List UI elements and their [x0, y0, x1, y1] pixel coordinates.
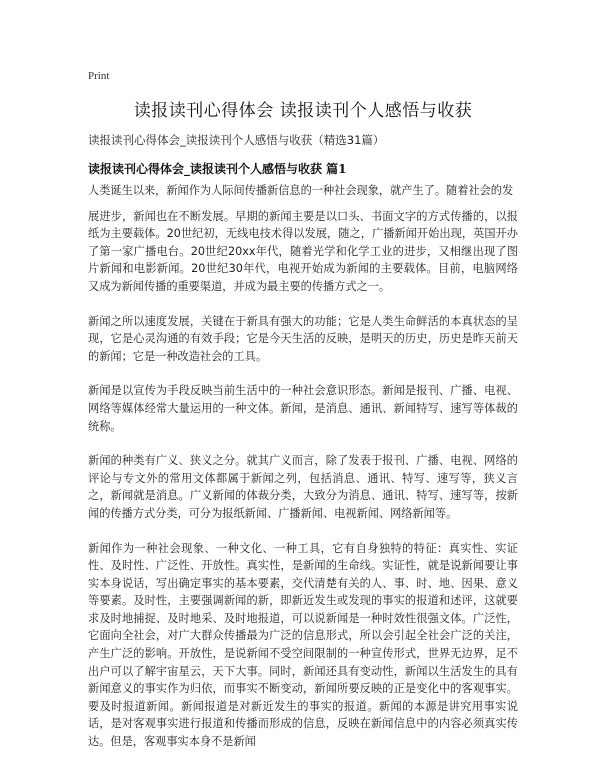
- paragraph: 新闻作为一种社会现象、一种文化、一种工具，它有自身独特的特征：真实性、实证性、及时性、广泛性、开放性。真实性，是新闻的生命线。实证性，就是说新闻要让事实本身说话，写出确定事实的基本要素，交代清楚有关的人、事、时、地、因果、意义等要素。及时性，主要强调新闻的新，即新近发生或发现的事实的报道和述评，这就要求及时地捕捉、及时地采、及时地报道，可以说新闻是一种时效性很强文体。广泛性，它面向全社会，对广大群众传播最为广泛的信息形式，所以会引起全社会广泛的关注，产生广泛的影响。开放性，是说新闻不受空间限制的一种宣传形式，世界无边界，足不出户可以了解宇宙星云，天下大事。同时，新闻还具有变动性，新闻以生活发生的具有新闻意义的事实作为归依，而事实不断变动，新闻所要反映的正是变化中的客观事实。 要及时报道新闻。新闻报道是对新近发生的事实的报道。新闻的本源是讲究用事实说话，是对客观事实进行报道和传播而形成的信息，反映在新闻信息中的内容必须真实传达。但是，客观事实本身不是新闻: [88, 541, 518, 749]
- section-heading: 读报读刊心得体会_读报读刊个人感悟与收获 篇1: [88, 162, 347, 176]
- paragraph: 展进步，新闻也在不断发展。早期的新闻主要是以口头、书面文字的方式传播的，以报纸为主要载体。20世纪初，无线电技术得以发展，随之，广播新闻开始出现，英国开办了第一家广播电台。20世纪20xx年代，随着光学和化学工业的进步，又相继出现了图片新闻和电影新闻。20世纪30年代，电视开始成为新闻的主要载体。目前，电脑网络又成为新闻传播的重要渠道，并成为最主要的传播方式之一。: [88, 209, 518, 293]
- paragraph: 人类诞生以来，新闻作为人际间传播新信息的一种社会现象，就产生了。随着社会的发: [88, 184, 514, 197]
- document-title: 读报读刊心得体会 读报读刊个人感悟与收获: [133, 101, 473, 121]
- document-body: [88, 182, 518, 768]
- document-subtitle: 读报读刊心得体会_读报读刊个人感悟与收获（精选31篇）: [88, 133, 385, 147]
- paragraph: 新闻的种类有广义、狭义之分。就其广义而言，除了发表于报刊、广播、电视、网络的评论与专文外的常用文体都属于新闻之列，包括消息、通讯、特写、速写等，狭义言之，新闻就是消息。广义新闻的体裁分类，大致分为消息、通讯、特写、速写等，按新闻的传播方式分类，可分为报纸新闻、广播新闻、电视新闻、网络新闻等。: [88, 454, 518, 520]
- paragraph: 新闻是以宣传为手段反映当前生活中的一种社会意识形态。新闻是报刊、广播、电视、网络等媒体经常大量运用的一种文体。新闻，是消息、通讯、新闻特写、速写等体裁的统称。: [88, 384, 518, 433]
- paragraph: 新闻之所以速度发展，关键在于新具有强大的功能；它是人类生命鲜活的本真状态的呈现，它是心灵沟通的有效手段；它是今天生活的反映，是明天的历史，历史是昨天前天的新闻；它是一种改造社会的工具。: [88, 314, 518, 363]
- print-label[interactable]: Print: [88, 70, 110, 82]
